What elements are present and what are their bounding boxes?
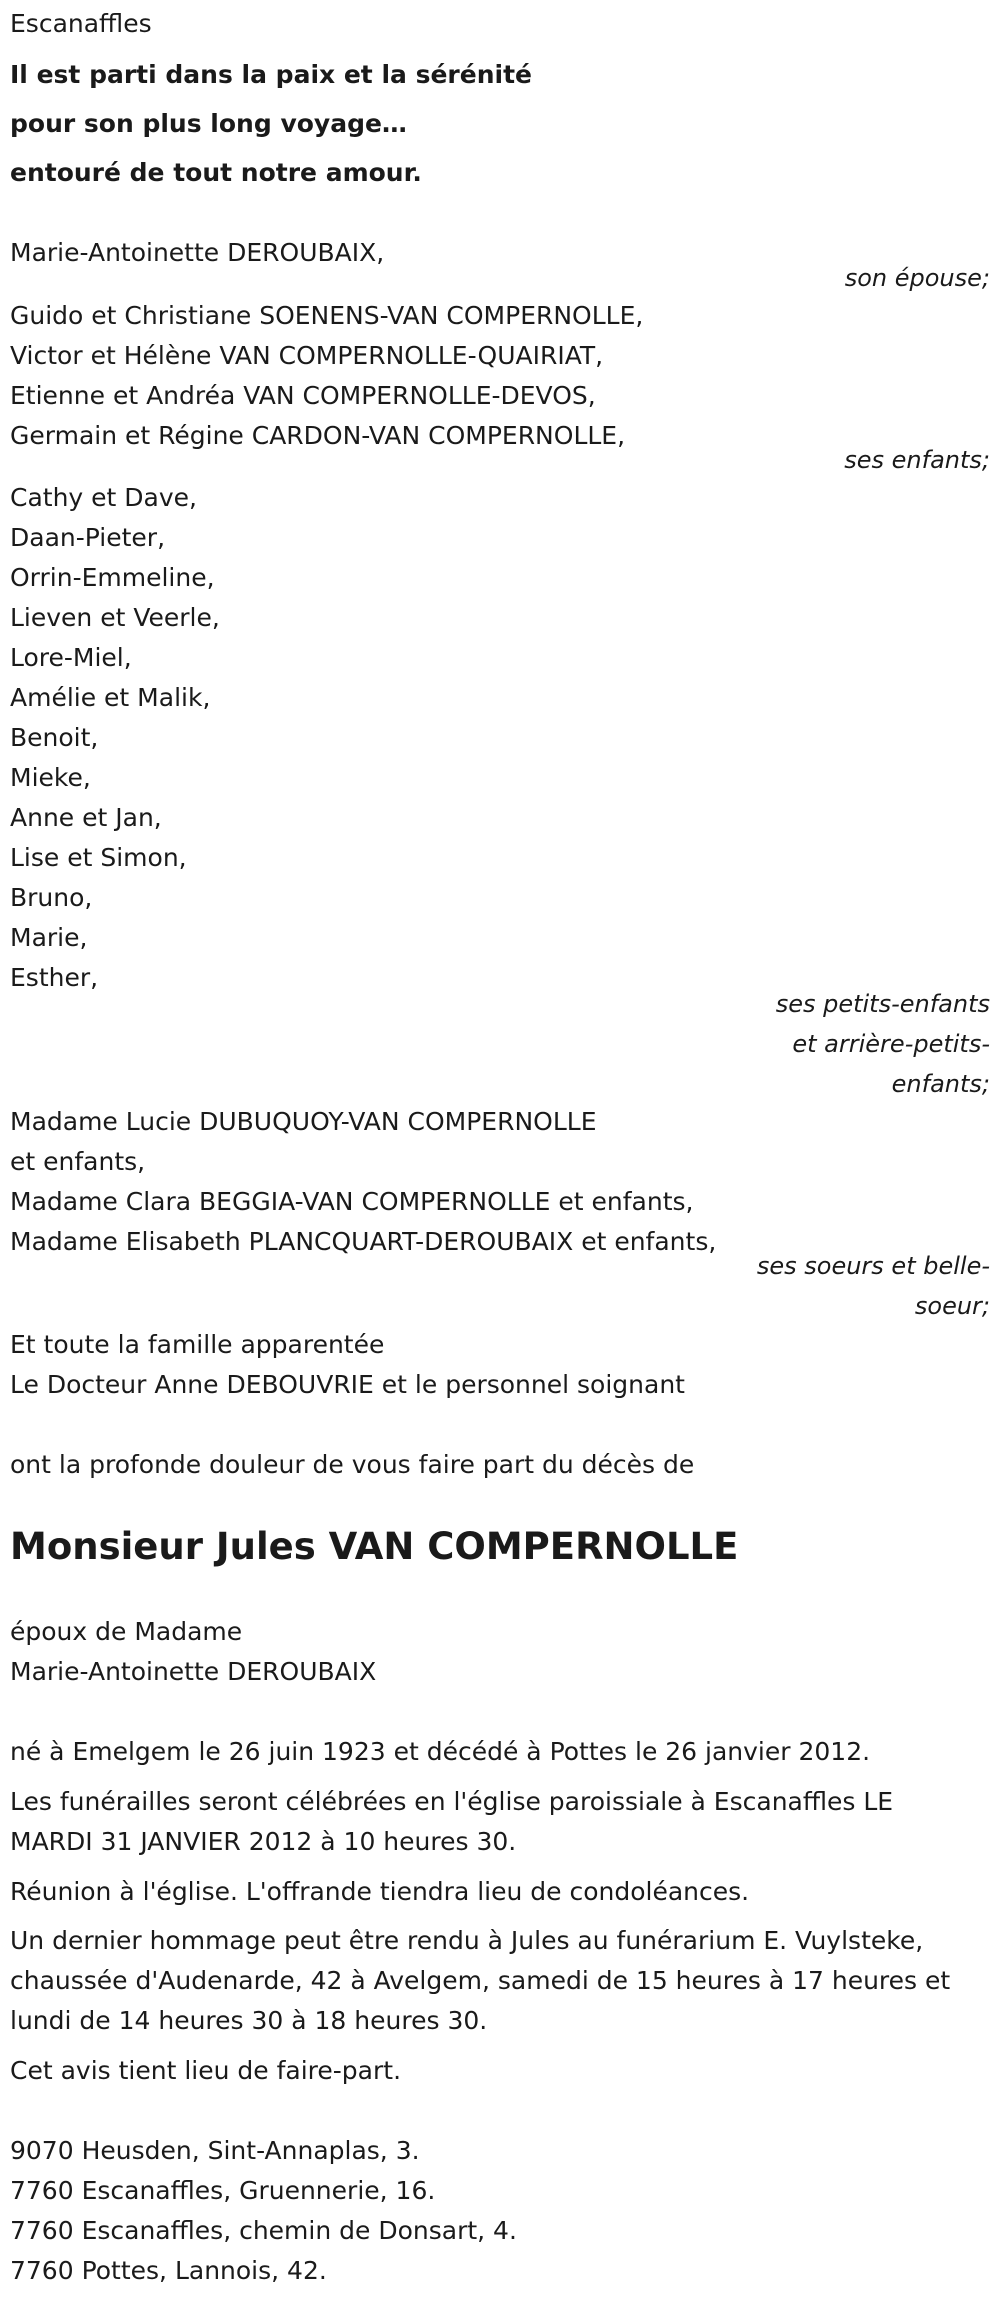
siblings-relation-line: ses soeurs et belle- (756, 1252, 990, 1280)
grandchild-entry: Lise et Simon, (10, 843, 187, 872)
intro-line: Il est parti dans la paix et la sérénité (10, 60, 532, 89)
child-entry: Germain et Régine CARDON-VAN COMPERNOLLE, (10, 421, 626, 450)
spouse-name: Marie-Antoinette DEROUBAIX, (10, 238, 385, 267)
grandchildren-list (10, 478, 220, 998)
child-entry: Guido et Christiane SOENENS-VAN COMPERNOLLE, (10, 301, 644, 330)
grandchild-entry: Amélie et Malik, (10, 683, 211, 712)
husband-of-line: Marie-Antoinette DEROUBAIX (10, 1657, 377, 1686)
grandchildren-relation (10, 984, 1000, 1104)
detail-line: lundi de 14 heures 30 à 18 heures 30. (10, 2006, 488, 2035)
address-line: 7760 Pottes, Lannois, 42. (10, 2256, 327, 2285)
husband-of-line: époux de Madame (10, 1617, 243, 1646)
siblings-list (10, 1102, 716, 1262)
grandchildren-relation-line: ses petits-enfants (775, 990, 990, 1018)
spouse-relation: son épouse; (844, 264, 990, 292)
grandchild-entry: Anne et Jan, (10, 803, 162, 832)
grandchild-entry: Marie, (10, 923, 88, 952)
grandchild-entry: Bruno, (10, 883, 93, 912)
children-relation: ses enfants; (844, 446, 990, 474)
grandchild-entry: Benoit, (10, 723, 99, 752)
siblings-relation (10, 1246, 1000, 1326)
intro-line: pour son plus long voyage… (10, 109, 407, 138)
address-line: 7760 Escanaffles, chemin de Donsart, 4. (10, 2216, 517, 2245)
grandchild-entry: Cathy et Dave, (10, 483, 197, 512)
address-line: 9070 Heusden, Sint-Annaplas, 3. (10, 2136, 420, 2165)
place-name: Escanaffles (10, 9, 152, 38)
sibling-entry: Madame Elisabeth PLANCQUART-DEROUBAIX et enfants, (10, 1227, 717, 1256)
grandchildren-relation-line: et arrière-petits- (792, 1030, 990, 1058)
grandchild-entry: Orrin-Emmeline, (10, 563, 215, 592)
detail-line: MARDI 31 JANVIER 2012 à 10 heures 30. (10, 1827, 517, 1856)
intro-line: entouré de tout notre amour. (10, 158, 422, 187)
family-line: Le Docteur Anne DEBOUVRIE et le personnel soignant (10, 1370, 685, 1399)
grandchild-entry: Esther, (10, 963, 99, 992)
grandchild-entry: Mieke, (10, 763, 91, 792)
address-line: 7760 Escanaffles, Gruennerie, 16. (10, 2176, 436, 2205)
sibling-entry: Madame Clara BEGGIA-VAN COMPERNOLLE et enfants, (10, 1187, 694, 1216)
family-line: Et toute la famille apparentée (10, 1330, 385, 1359)
grandchild-entry: Lieven et Veerle, (10, 603, 220, 632)
announcement-text: ont la profonde douleur de vous faire part du décès de (10, 1450, 695, 1479)
deceased-name: Monsieur Jules VAN COMPERNOLLE (10, 1525, 739, 1568)
grandchild-entry: Lore-Miel, (10, 643, 132, 672)
siblings-relation-line: soeur; (914, 1292, 990, 1320)
sibling-entry: et enfants, (10, 1147, 146, 1176)
children-list (10, 296, 643, 456)
detail-line: Les funérailles seront célébrées en l'église paroissiale à Escanaffles LE (10, 1787, 894, 1816)
detail-paragraph (10, 1782, 893, 1862)
addresses-list (10, 2131, 517, 2291)
child-entry: Victor et Hélène VAN COMPERNOLLE-QUAIRIAT, (10, 341, 604, 370)
detail-paragraph: né à Emelgem le 26 juin 1923 et décédé à Pottes le 26 janvier 2012. (10, 1737, 871, 1766)
family-block (10, 1325, 685, 1405)
grandchildren-relation-line: enfants; (891, 1070, 990, 1098)
detail-line: Un dernier hommage peut être rendu à Jules au funérarium E. Vuylsteke, (10, 1926, 924, 1955)
detail-paragraph: Réunion à l'église. L'offrande tiendra lieu de condoléances. (10, 1877, 750, 1906)
child-entry: Etienne et Andréa VAN COMPERNOLLE-DEVOS, (10, 381, 596, 410)
husband-of-block (10, 1612, 376, 1692)
detail-paragraph (10, 1921, 950, 2041)
detail-paragraph: Cet avis tient lieu de faire-part. (10, 2056, 402, 2085)
grandchild-entry: Daan-Pieter, (10, 523, 166, 552)
detail-line: chaussée d'Audenarde, 42 à Avelgem, samedi de 15 heures à 17 heures et (10, 1966, 951, 1995)
sibling-entry: Madame Lucie DUBUQUOY-VAN COMPERNOLLE (10, 1107, 597, 1136)
